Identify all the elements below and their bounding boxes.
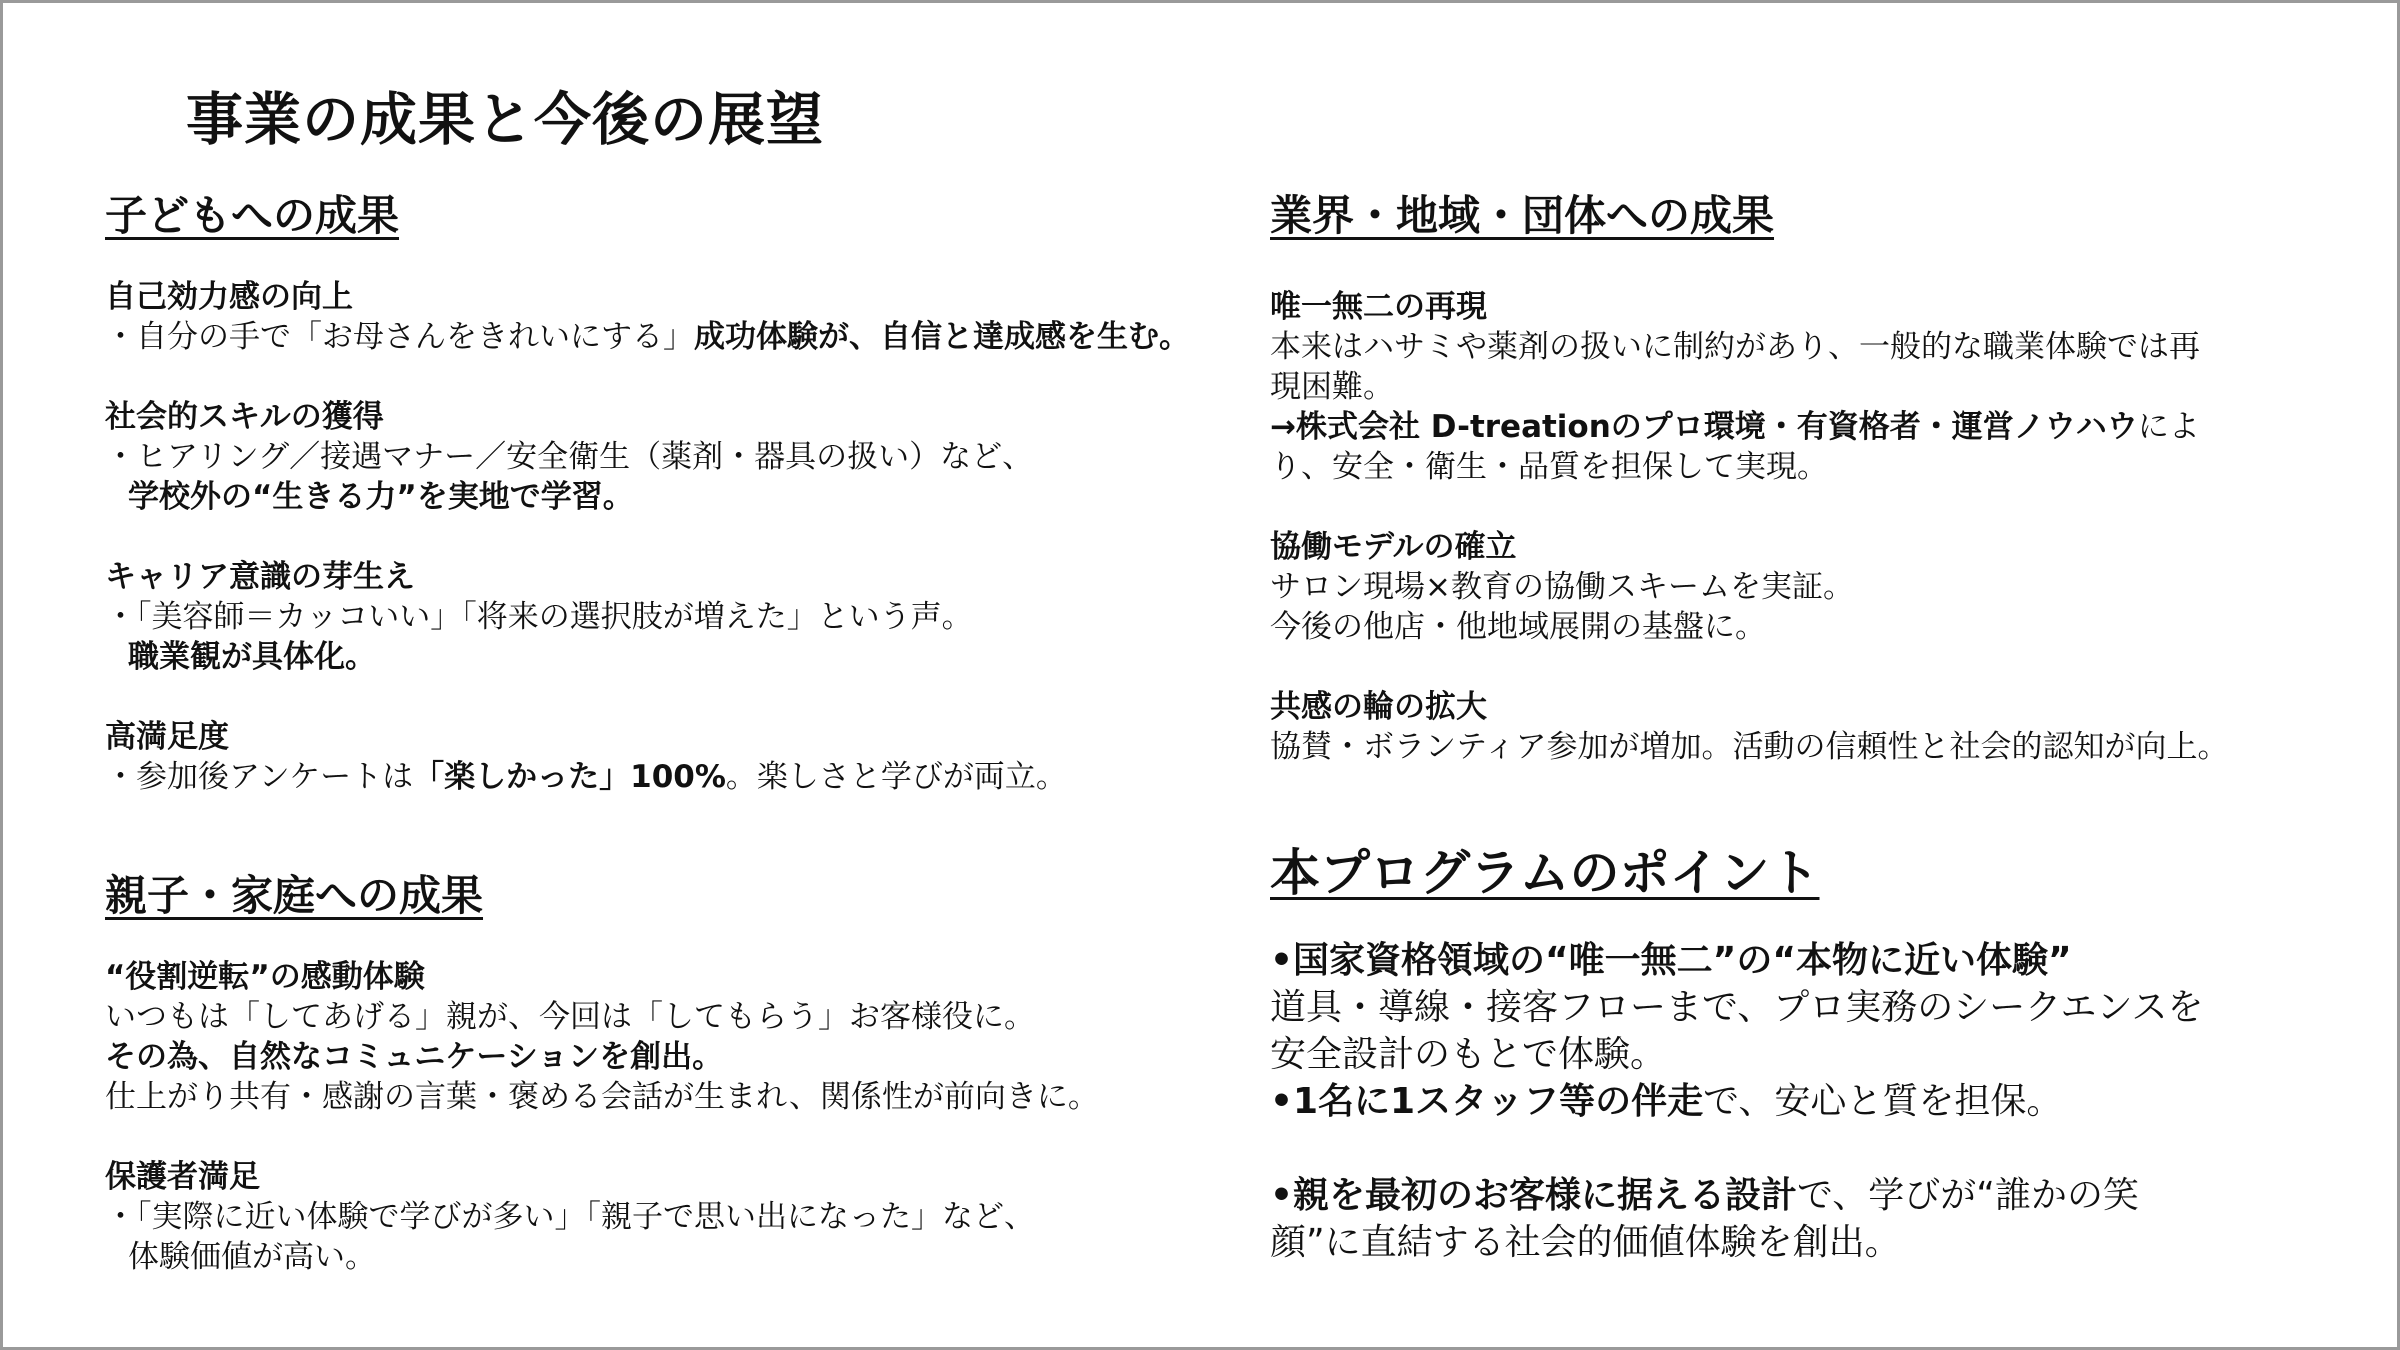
block-text: 今後の他店・他地域展開の基盤に。	[1270, 609, 1766, 645]
block-subheading: 自己効力感の向上	[105, 279, 353, 315]
block-subheading: 保護者満足	[105, 1159, 260, 1195]
family-results-heading: 親子・家庭への成果	[105, 871, 484, 920]
emphasis-text: その為、自然なコミュニケーションを創出。	[105, 1039, 724, 1075]
emphasis-text: →株式会社 D-treationのプロ環境・有資格者・運営ノウハウ	[1270, 409, 2138, 445]
block-text: サロン現場×教育の協働スキームを実証。	[1270, 569, 1854, 605]
text-segment: ・参加後アンケートは	[105, 759, 414, 795]
children-results-heading: 子どもへの成果	[105, 191, 400, 240]
block-subheading: 社会的スキルの獲得	[105, 399, 384, 435]
text-segment: で、安心と質を担保。	[1703, 1081, 2063, 1122]
block-text	[105, 317, 1215, 357]
text-segment: 。楽しさと学びが両立。	[725, 759, 1067, 795]
block-subheading: キャリア意識の芽生え	[105, 559, 415, 595]
block-text: 仕上がり共有・感謝の言葉・褒める会話が生まれ、関係性が前向きに。	[105, 1079, 1099, 1115]
guardian-satisfaction-block	[105, 1157, 1215, 1277]
program-points-heading: 本プログラムのポイント	[1270, 844, 1820, 902]
block-text	[105, 757, 1215, 797]
block-text: いつもは「してあげる」親が、今回は「してもらう」お客様役に。	[105, 999, 1035, 1035]
social-skills-block	[105, 397, 1215, 517]
program-points-block	[1270, 937, 2270, 1266]
text-segment: によ	[2137, 409, 2200, 445]
block-text: 協賛・ボランティア参加が増加。活動の信頼性と社会的認知が向上。	[1270, 729, 2229, 765]
collaboration-model-block	[1270, 527, 2270, 647]
point-line	[1270, 1078, 2270, 1125]
emphasis-text: 「楽しかった」100%	[413, 759, 726, 795]
point-line	[1270, 1172, 2270, 1219]
emphasis-text: 職業観が具体化。	[128, 639, 376, 675]
point-line: 道具・導線・接客フローまで、プロ実務のシークエンスを	[1270, 987, 2204, 1028]
block-text: ・「実際に近い体験で学びが多い」「親子で思い出になった」など、	[105, 1199, 1035, 1235]
block-text: り、安全・衛生・品質を担保して実現。	[1270, 449, 1828, 485]
block-subheading: “役割逆転”の感動体験	[105, 959, 425, 995]
block-text: 本来はハサミや薬剤の扱いに制約があり、一般的な職業体験では再	[1270, 329, 2200, 365]
block-subheading: 共感の輪の拡大	[1270, 689, 1487, 725]
emphasis-text: 成功体験が、自信と達成感を生む。	[694, 319, 1190, 355]
point-line: 顔”に直結する社会的価値体験を創出。	[1270, 1222, 1901, 1263]
text-segment: ・自分の手で「お母さんをきれいにする」	[105, 319, 694, 355]
block-subheading: 高満足度	[105, 719, 229, 755]
block-text	[1270, 407, 2270, 447]
text-segment: で、学びが“誰かの笑	[1797, 1175, 2139, 1216]
industry-results-heading: 業界・地域・団体への成果	[1270, 191, 1775, 240]
block-text: ・ヒアリング／接遇マナー／安全衛生（薬剤・器具の扱い）など、	[105, 439, 1034, 475]
emphasis-text: 学校外の“生きる力”を実地で学習。	[128, 479, 634, 515]
career-awareness-block	[105, 557, 1215, 677]
role-reversal-block	[105, 957, 1215, 1117]
block-text: 体験価値が高い。	[128, 1239, 376, 1275]
emphasis-text: •親を最初のお客様に据える設計	[1270, 1175, 1798, 1216]
block-text: 現困難。	[1270, 369, 1394, 405]
empathy-expansion-block	[1270, 687, 2270, 767]
block-subheading: 唯一無二の再現	[1270, 289, 1487, 325]
unique-reproduction-block	[1270, 287, 2270, 487]
self-efficacy-block	[105, 277, 1215, 357]
slide-title: 事業の成果と今後の展望	[186, 87, 824, 153]
emphasis-text: •1名に1スタッフ等の伴走	[1270, 1081, 1704, 1122]
point-line: •国家資格領域の“唯一無二”の“本物に近い体験”	[1270, 940, 2072, 981]
satisfaction-block	[105, 717, 1215, 797]
block-subheading: 協働モデルの確立	[1270, 529, 1517, 565]
right-column	[1270, 185, 2270, 1266]
point-line: 安全設計のもとで体験。	[1270, 1034, 1667, 1075]
left-column	[105, 185, 1215, 1277]
block-text: ・「美容師＝カッコいい」「将来の選択肢が増えた」という声。	[105, 599, 973, 635]
